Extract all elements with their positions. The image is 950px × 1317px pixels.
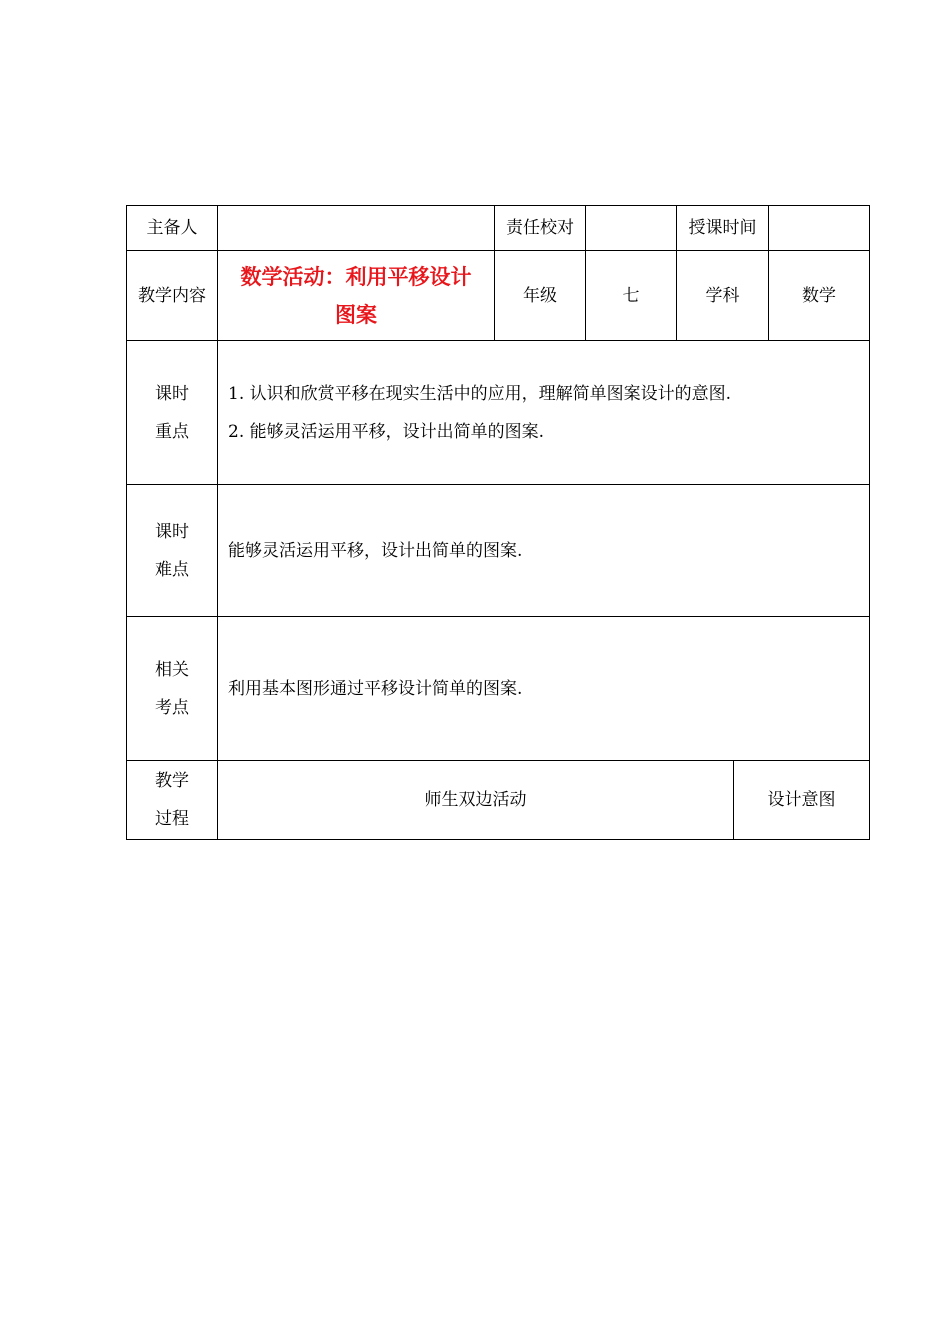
exam-points-label	[127, 617, 217, 760]
difficulties-content: 能够灵活运用平移，设计出简单的图案.	[228, 540, 523, 561]
key-points-label-line2: 重点	[155, 421, 189, 442]
subject-label: 学科	[705, 285, 740, 306]
subject-value: 数学	[802, 285, 836, 306]
exam-points-label-line2: 考点	[155, 697, 189, 718]
key-point-item: 1. 认识和欣赏平移在现实生活中的应用，理解简单图案设计的意图.	[228, 383, 732, 404]
difficulties-label	[127, 485, 217, 616]
process-label	[127, 761, 217, 839]
key-points-label-line1: 课时	[155, 383, 189, 404]
process-label-line1: 教学	[155, 771, 189, 791]
reviewer-label: 责任校对	[506, 218, 574, 238]
key-points-content	[218, 341, 869, 484]
process-label-line2: 过程	[155, 809, 189, 829]
teaching-time-label: 授课时间	[688, 218, 757, 238]
difficulties-label-line2: 难点	[155, 559, 189, 580]
lesson-title-cell	[218, 251, 494, 340]
activities-header: 师生双边活动	[424, 790, 527, 810]
lesson-plan-table	[126, 205, 870, 840]
grade-value: 七	[622, 285, 640, 306]
exam-points-content: 利用基本图形通过平移设计简单的图案.	[228, 678, 523, 699]
grade-label: 年级	[523, 285, 557, 306]
teaching-content-label: 教学内容	[138, 285, 206, 306]
difficulties-label-line1: 课时	[155, 521, 189, 542]
lesson-title: 数学活动：利用平移设计图案	[240, 263, 472, 327]
key-points-label	[127, 341, 217, 484]
exam-points-label-line1: 相关	[155, 659, 189, 680]
teaching-time-value	[769, 206, 869, 250]
reviewer-value	[586, 206, 676, 250]
preparer-value	[218, 206, 494, 250]
key-point-item: 2. 能够灵活运用平移，设计出简单的图案.	[228, 421, 545, 442]
design-intent-header: 设计意图	[767, 790, 836, 810]
table-border-bottom	[126, 839, 870, 840]
preparer-label: 主备人	[146, 218, 198, 238]
table-border-right	[869, 205, 870, 840]
